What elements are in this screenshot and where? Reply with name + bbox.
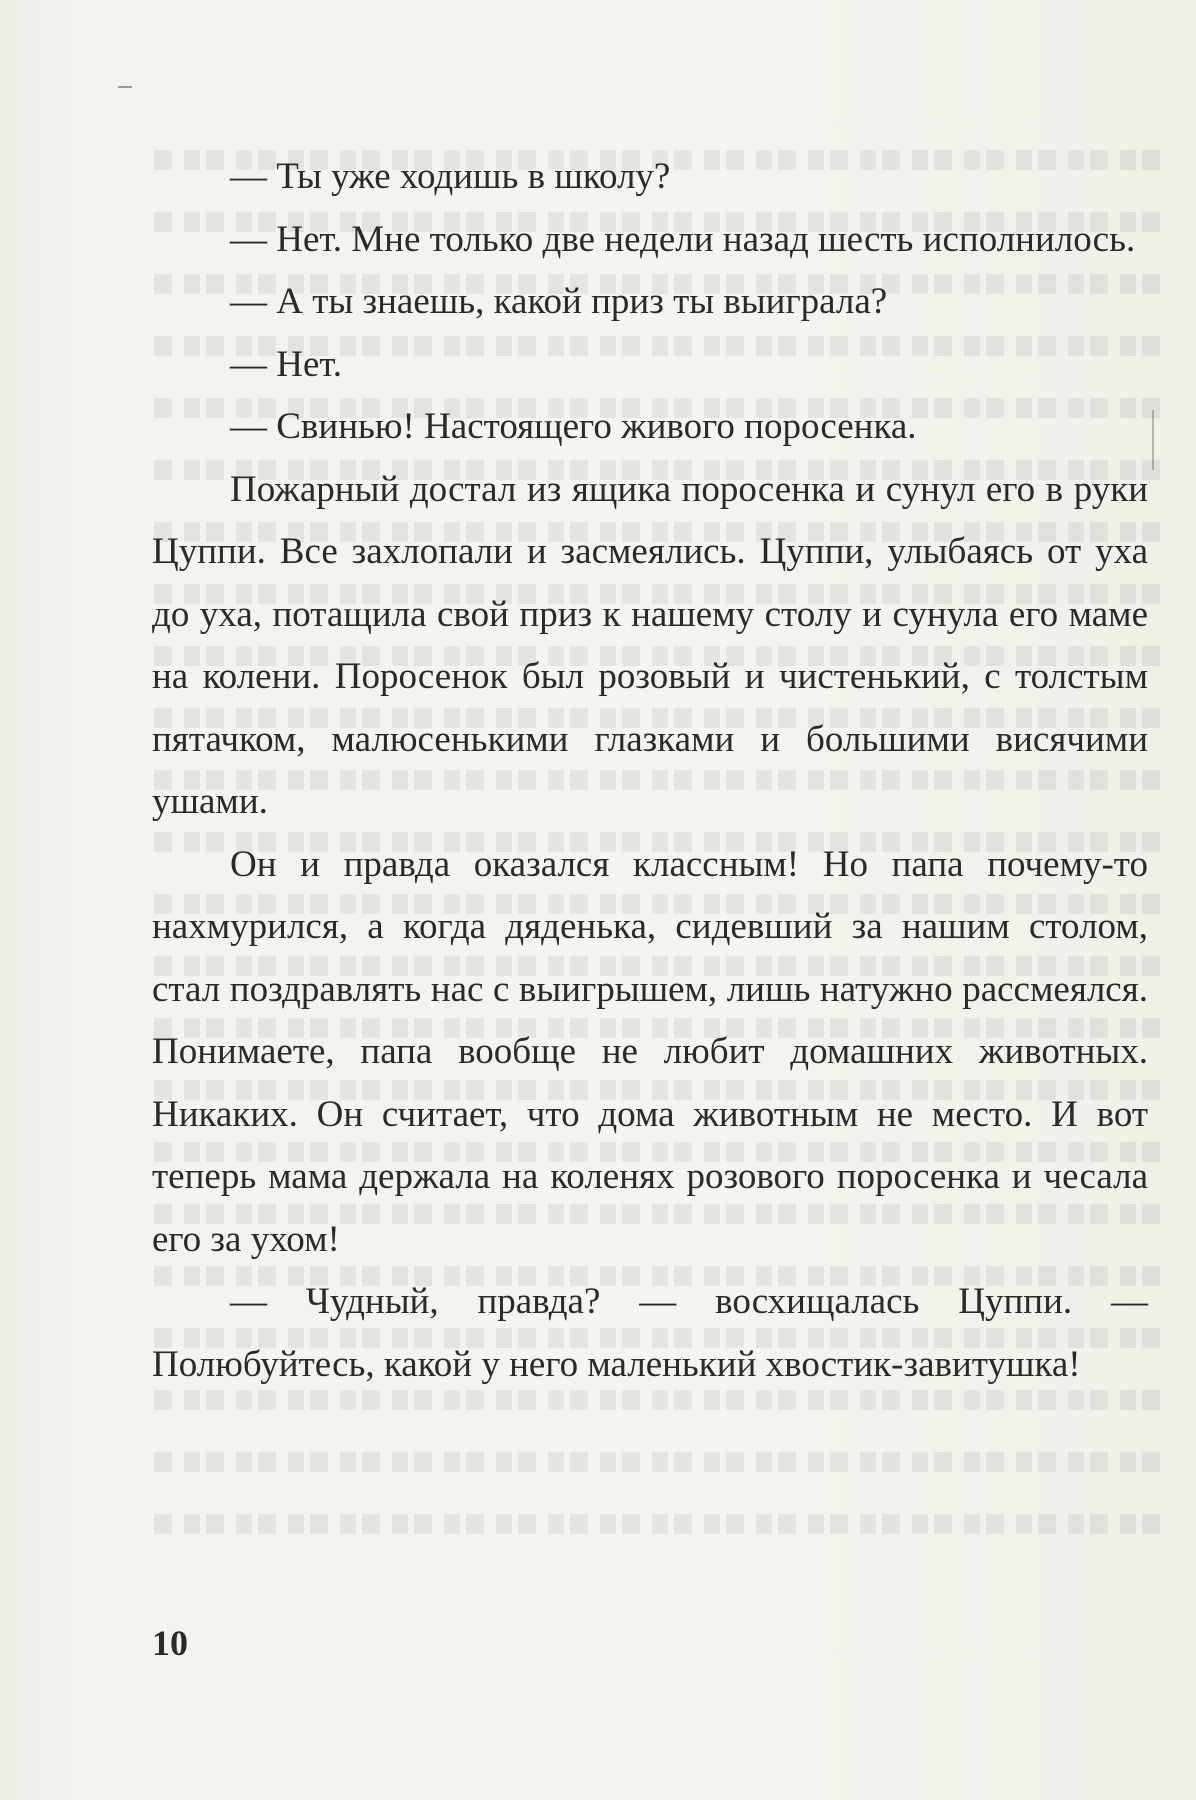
paragraph-3: — А ты знаешь, какой приз ты выиграла?: [230, 281, 888, 322]
corner-mark: [118, 86, 132, 88]
edge-mark: [1152, 410, 1154, 470]
paragraph-1: — Ты уже ходишь в школу?: [230, 156, 671, 197]
paragraph-7: Он и правда оказался классным! Но папа почему-то нахмурился, а когда дяденька, сидевший за нашим столом, стал поздравлять нас с выигрышем, лишь натужно рассмеялся. Понимаете, папа вообще не любит домашних животных. Никаких. Он считает, что дома животным не место. И вот теперь мама держала на коленях розового поросенка и чесала его за ухом!: [152, 843, 1148, 1260]
paragraph-6: Пожарный достал из ящика поросенка и сунул его в руки Цуппи. Все захлопали и засмеялись. Цуппи, улыбаясь от уха до уха, потащила свой приз к нашему столу и сунула его маме на колени. Поросенок был розовый и чистенький, с толстым пятачком, малюсенькими глазками и большими висячими ушами.: [152, 468, 1148, 822]
body-text: [152, 146, 1148, 1396]
paragraph-8: — Чудный, правда? — восхищалась Цуппи. — Полюбуйтесь, какой у него маленький хвостик-завитушка!: [152, 1281, 1148, 1385]
paragraph-2: — Нет. Мне только две недели назад шесть исполнилось.: [230, 218, 1136, 260]
paragraph-5: — Свинью! Настоящего живого поросенка.: [230, 406, 917, 447]
page-number: 10: [152, 1623, 188, 1663]
paragraph-4: — Нет.: [230, 343, 343, 385]
